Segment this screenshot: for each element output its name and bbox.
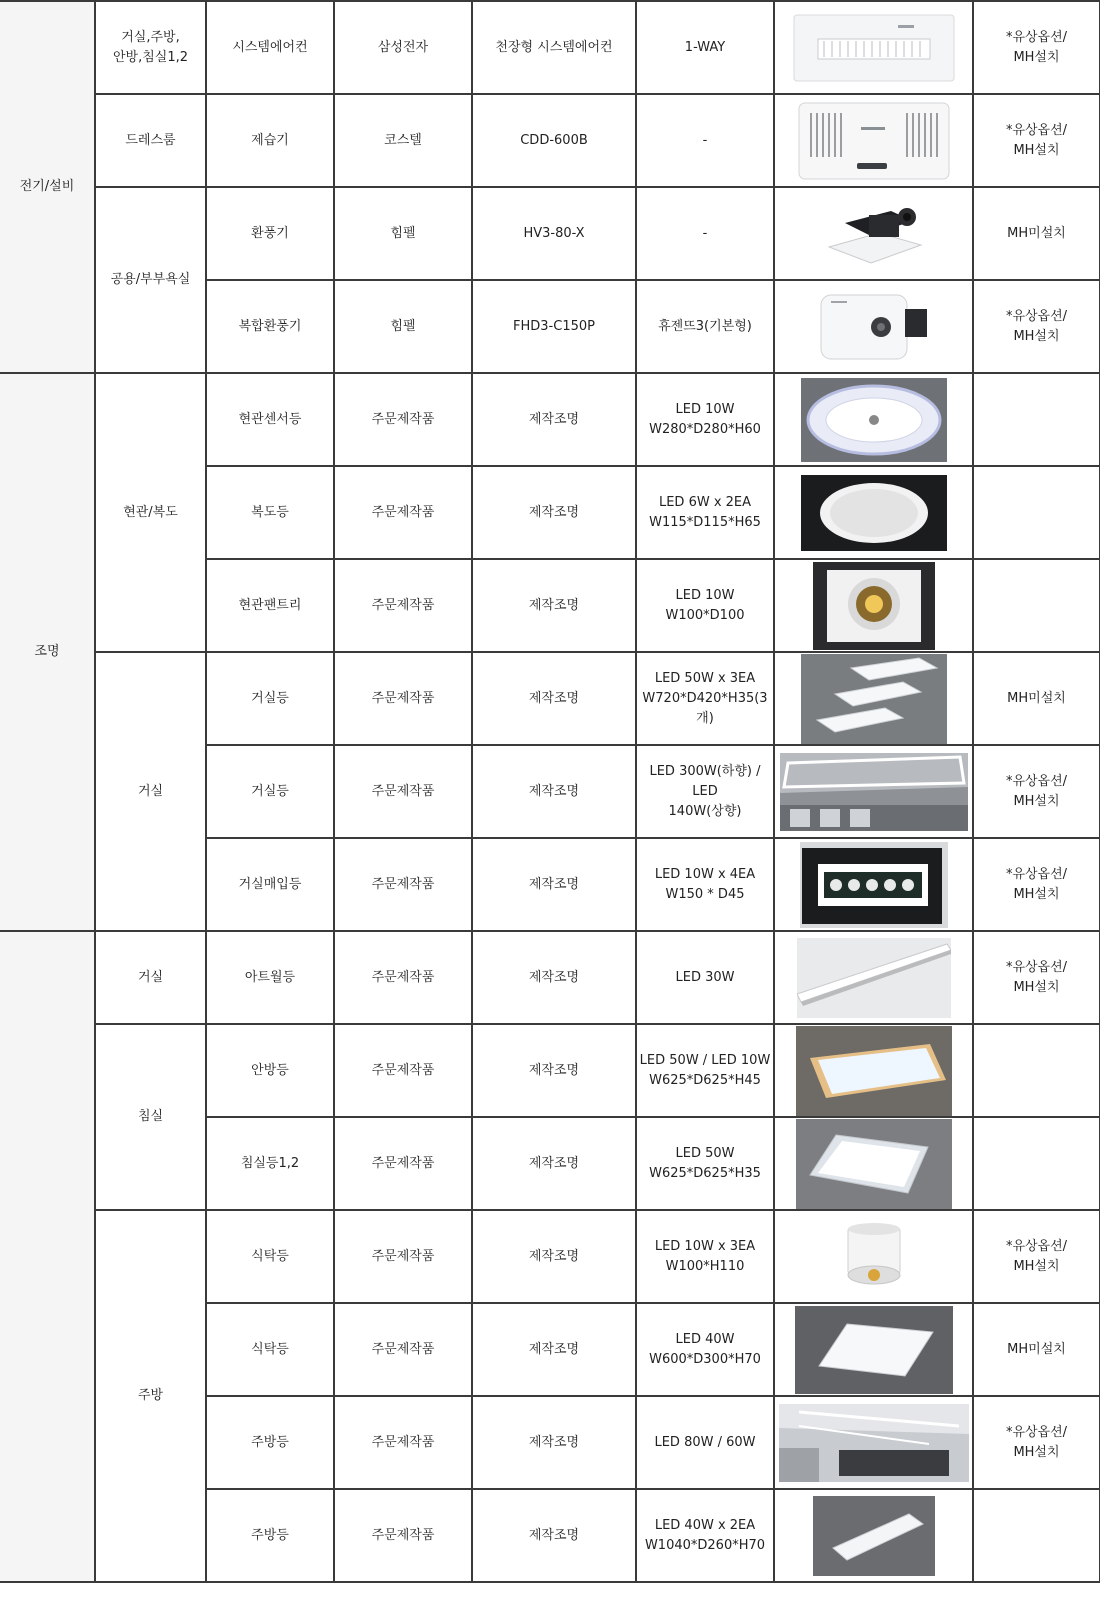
brand-cell: 주문제작품	[334, 1489, 472, 1582]
note-cell: *유상옵션/ MH설치	[973, 931, 1100, 1024]
model-cell: HV3-80-X	[472, 187, 636, 280]
item-cell: 현관팬트리	[206, 559, 334, 652]
brand-cell: 주문제작품	[334, 1117, 472, 1210]
brand-cell: 주문제작품	[334, 466, 472, 559]
image-cell	[774, 187, 973, 280]
brand-cell: 주문제작품	[334, 1396, 472, 1489]
image-cell	[774, 559, 973, 652]
panel-glow-light-icon	[796, 1026, 952, 1116]
brand-cell: 주문제작품	[334, 1024, 472, 1117]
image-cell	[774, 1024, 973, 1117]
note-cell: *유상옵션/ MH설치	[973, 1, 1100, 94]
image-cell	[774, 745, 973, 838]
dehumidifier-icon	[795, 99, 953, 183]
image-cell	[774, 94, 973, 187]
image-cell	[774, 280, 973, 373]
location-cell: 거실	[95, 652, 206, 931]
note-cell: *유상옵션/ MH설치	[973, 745, 1100, 838]
brand-cell: 주문제작품	[334, 838, 472, 931]
category-cell	[0, 931, 95, 1582]
location-cell: 공용/부부욕실	[95, 187, 206, 373]
spec-cell: LED 50W W625*D625*H35	[636, 1117, 774, 1210]
model-cell: 제작조명	[472, 652, 636, 745]
location-cell: 거실	[95, 931, 206, 1024]
brand-cell: 코스텔	[334, 94, 472, 187]
table-row	[0, 1, 1100, 94]
spec-cell: LED 10W x 3EA W100*H110	[636, 1210, 774, 1303]
note-cell	[973, 559, 1100, 652]
model-cell: 제작조명	[472, 1024, 636, 1117]
ceiling-ac-icon	[788, 9, 960, 87]
square-spotlight-icon	[813, 562, 935, 650]
note-cell: *유상옵션/ MH설치	[973, 1210, 1100, 1303]
item-cell: 복도등	[206, 466, 334, 559]
note-cell	[973, 1489, 1100, 1582]
sensor-light-icon	[801, 378, 947, 462]
item-cell: 아트월등	[206, 931, 334, 1024]
table-row	[0, 931, 1100, 1024]
spec-cell: 1-WAY	[636, 1, 774, 94]
location-cell: 거실,주방, 안방,침실1,2	[95, 1, 206, 94]
brand-cell: 주문제작품	[334, 373, 472, 466]
cylinder-spot-icon	[834, 1219, 914, 1295]
linear-light-icon	[797, 938, 951, 1018]
model-cell: 제작조명	[472, 1210, 636, 1303]
spec-cell: -	[636, 187, 774, 280]
note-cell	[973, 466, 1100, 559]
table-row	[0, 1024, 1100, 1117]
note-cell: *유상옵션/ MH설치	[973, 1396, 1100, 1489]
item-cell: 거실매입등	[206, 838, 334, 931]
item-cell: 제습기	[206, 94, 334, 187]
image-cell	[774, 1396, 973, 1489]
spec-cell: LED 30W	[636, 931, 774, 1024]
model-cell: 제작조명	[472, 466, 636, 559]
image-cell	[774, 931, 973, 1024]
spec-cell: LED 40W x 2EA W1040*D260*H70	[636, 1489, 774, 1582]
brand-cell: 힘펠	[334, 280, 472, 373]
category-cell: 조명	[0, 373, 95, 931]
item-cell: 시스템에어컨	[206, 1, 334, 94]
spec-cell: LED 40W W600*D300*H70	[636, 1303, 774, 1396]
item-cell: 주방등	[206, 1396, 334, 1489]
brand-cell: 주문제작품	[334, 745, 472, 838]
note-cell	[973, 1024, 1100, 1117]
model-cell: 제작조명	[472, 745, 636, 838]
spec-cell: -	[636, 94, 774, 187]
combo-fan-icon	[809, 287, 939, 367]
item-cell: 거실등	[206, 652, 334, 745]
spec-cell: LED 50W x 3EA W720*D420*H35(3개)	[636, 652, 774, 745]
note-cell	[973, 1117, 1100, 1210]
table-row	[0, 652, 1100, 745]
spec-cell: LED 6W x 2EA W115*D115*H65	[636, 466, 774, 559]
spec-cell: LED 300W(하향) / LED 140W(상향)	[636, 745, 774, 838]
category-cell: 전기/설비	[0, 1, 95, 373]
flat-panel-light-icon	[795, 1306, 953, 1394]
spec-cell: LED 80W / 60W	[636, 1396, 774, 1489]
kitchen-line-light-icon	[779, 1404, 969, 1482]
ventilation-fan-icon	[819, 199, 929, 269]
brand-cell: 힘펠	[334, 187, 472, 280]
brand-cell: 주문제작품	[334, 559, 472, 652]
spec-cell: LED 10W x 4EA W150 * D45	[636, 838, 774, 931]
note-cell: MH미설치	[973, 187, 1100, 280]
model-cell: 천장형 시스템에어컨	[472, 1, 636, 94]
model-cell: CDD-600B	[472, 94, 636, 187]
item-cell: 주방등	[206, 1489, 334, 1582]
note-cell	[973, 373, 1100, 466]
item-cell: 안방등	[206, 1024, 334, 1117]
spec-cell: LED 10W W280*D280*H60	[636, 373, 774, 466]
model-cell: 제작조명	[472, 559, 636, 652]
image-cell	[774, 1117, 973, 1210]
item-cell: 현관센서등	[206, 373, 334, 466]
item-cell: 복합환풍기	[206, 280, 334, 373]
image-cell	[774, 838, 973, 931]
model-cell: 제작조명	[472, 931, 636, 1024]
square-panel-light-icon	[796, 1119, 952, 1209]
item-cell: 식탁등	[206, 1303, 334, 1396]
location-cell: 현관/복도	[95, 373, 206, 652]
image-cell	[774, 1210, 973, 1303]
item-cell: 침실등1,2	[206, 1117, 334, 1210]
round-downlight-icon	[801, 475, 947, 551]
model-cell: 제작조명	[472, 1117, 636, 1210]
image-cell	[774, 466, 973, 559]
item-cell: 환풍기	[206, 187, 334, 280]
spec-cell: 휴젠뜨3(기본형)	[636, 280, 774, 373]
table-row	[0, 94, 1100, 187]
location-cell: 주방	[95, 1210, 206, 1582]
brand-cell: 주문제작품	[334, 931, 472, 1024]
model-cell: 제작조명	[472, 1303, 636, 1396]
model-cell: 제작조명	[472, 373, 636, 466]
model-cell: 제작조명	[472, 838, 636, 931]
table-row	[0, 187, 1100, 280]
image-cell	[774, 652, 973, 745]
model-cell: 제작조명	[472, 1396, 636, 1489]
note-cell: MH미설치	[973, 652, 1100, 745]
long-panel-light-icon	[813, 1496, 935, 1576]
item-cell: 식탁등	[206, 1210, 334, 1303]
note-cell: *유상옵션/ MH설치	[973, 838, 1100, 931]
model-cell: 제작조명	[472, 1489, 636, 1582]
item-cell: 거실등	[206, 745, 334, 838]
image-cell	[774, 373, 973, 466]
multi-spot-light-icon	[800, 842, 948, 928]
note-cell: *유상옵션/ MH설치	[973, 94, 1100, 187]
model-cell: FHD3-C150P	[472, 280, 636, 373]
image-cell	[774, 1303, 973, 1396]
triple-panel-light-icon	[801, 654, 947, 744]
brand-cell: 주문제작품	[334, 1210, 472, 1303]
spec-cell: LED 50W / LED 10W W625*D625*H45	[636, 1024, 774, 1117]
image-cell	[774, 1, 973, 94]
image-cell	[774, 1489, 973, 1582]
spec-cell: LED 10W W100*D100	[636, 559, 774, 652]
cove-light-icon	[780, 753, 968, 831]
note-cell: MH미설치	[973, 1303, 1100, 1396]
brand-cell: 주문제작품	[334, 652, 472, 745]
location-cell: 드레스룸	[95, 94, 206, 187]
table-row	[0, 373, 1100, 466]
table-row	[0, 1210, 1100, 1303]
brand-cell: 삼성전자	[334, 1, 472, 94]
note-cell: *유상옵션/ MH설치	[973, 280, 1100, 373]
brand-cell: 주문제작품	[334, 1303, 472, 1396]
location-cell: 침실	[95, 1024, 206, 1210]
